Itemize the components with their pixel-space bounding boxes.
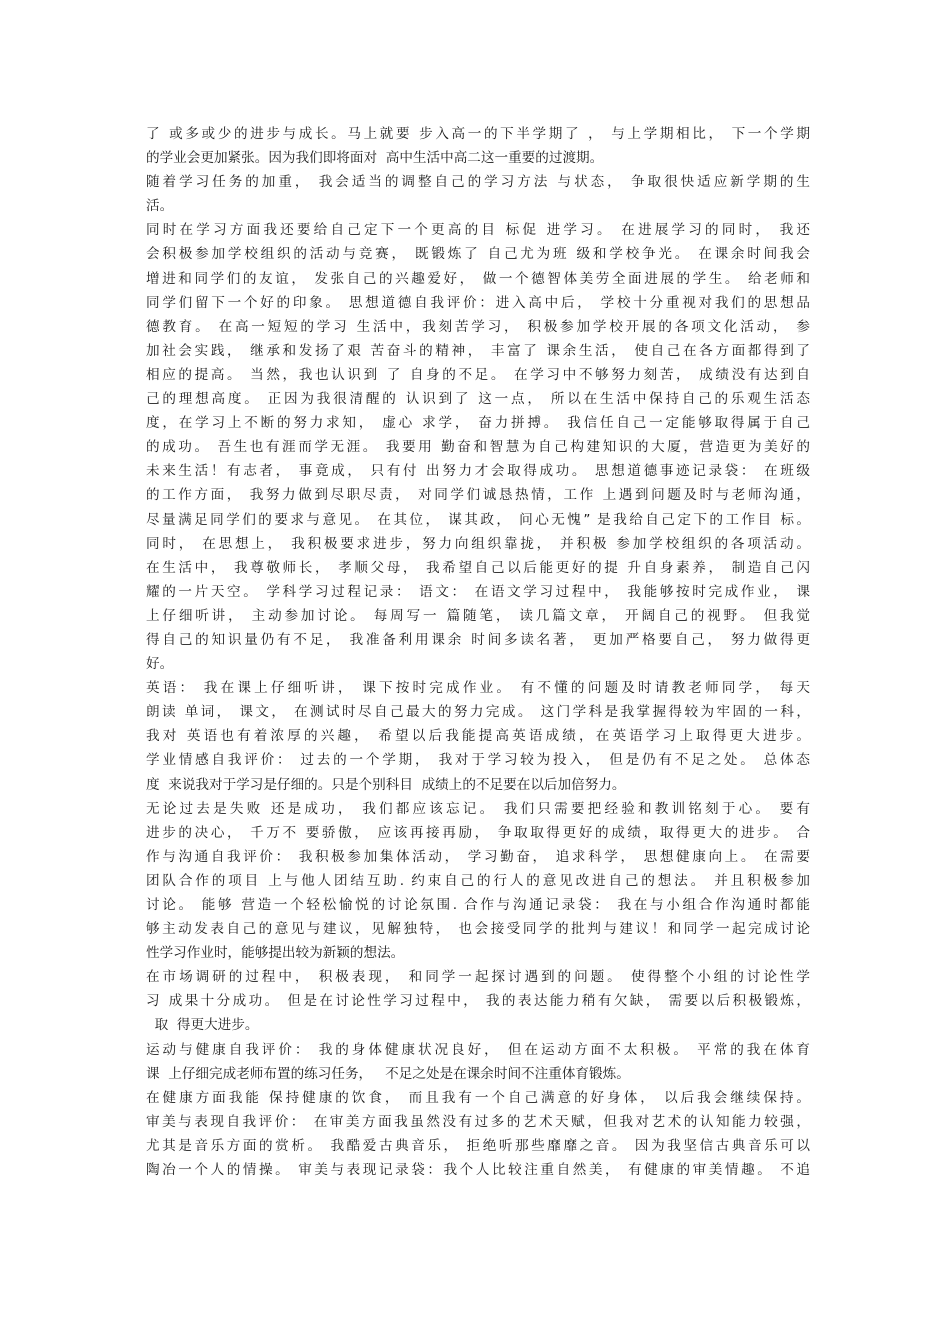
text-line: 作与沟通自我评价： 我积极参加集体活动， 学习勤奋， 追求科学， 思想健康向上。 在需要 — [146, 848, 810, 865]
text-line: 己的理想高度。 正因为我很清醒的 认识到了 这一点， 所以在生活中保持自己的乐观生活态 — [146, 391, 810, 408]
text-line: 的成功。 吾生也有涯而学无涯。 我要用 勤奋和智慧为自己构建知识的大厦，营造更为美好的 — [146, 439, 810, 456]
text-line: 同时在学习方面我还要给自己定下一个更高的目 标促 进学习。 在进展学习的同时， 我还 — [146, 222, 810, 239]
text-line: 运动与健康自我评价： 我的身体健康状况良好， 但在运动方面不太积极。 平常的我在体育 — [146, 1041, 810, 1058]
text-line: 朗读 单词， 课文， 在测试时尽自己最大的努力完成。 这门学科是我掌握得较为牢固的一科， — [146, 704, 810, 721]
text-line: 性学习作业时，能够提出较为新颖的想法。 — [146, 945, 405, 962]
text-line: 尤其是音乐方面的赏析。 我酷爱古典音乐， 拒绝听那些靡靡之音。 因为我坚信古典音乐可以 — [146, 1137, 810, 1154]
text-line: 审美与表现自我评价： 在审美方面我虽然没有过多的艺术天赋，但我对艺术的认知能力较强， — [146, 1113, 810, 1130]
text-line: 在健康方面我能 保持健康的饮食， 而且我有一个自己满意的好身体， 以后我会继续保持。 — [146, 1089, 810, 1106]
text-line: 同学们留下一个好的印象。 思想道德自我评价：进入高中后， 学校十分重视对我们的思想品 — [146, 294, 810, 311]
text-line: 无论过去是失败 还是成功， 我们都应该忘记。 我们只需要把经验和教训铭刻于心。 要有 — [146, 800, 810, 817]
text-line: 相应的提高。 当然，我也认识到 了 自身的不足。 在学习中不够努力刻苦， 成绩没有达到自 — [146, 366, 810, 383]
text-line: 得自己的知识量仍有不足， 我准备利用课余 时间多读名著， 更加严格要自己， 努力做得更 — [146, 631, 810, 648]
text-line: 课 上仔细完成老师布置的练习任务， 不足之处是在课余时间不注重体育锻炼。 — [146, 1065, 630, 1082]
text-line: 在生活中， 我尊敬师长， 孝顺父母， 我希望自己以后能更好的提 升自身素养， 制造自己闪 — [146, 559, 810, 576]
document-body — [146, 122, 810, 1182]
text-line: 进步的决心， 千万不 要骄傲， 应该再接再励， 争取取得更好的成绩，取得更大的进步。 合 — [146, 824, 810, 841]
text-line: 增进和同学们的友谊， 发张自己的兴趣爱好， 做一个德智体美劳全面进展的学生。 给老师和 — [146, 270, 810, 287]
text-line: 学业情感自我评价： 过去的一个学期， 我对于学习较为投入， 但是仍有不足之处。 总体态 — [146, 752, 810, 769]
text-line: 未来生活！有志者， 事竟成， 只有付 出努力才会取得成功。 思想道德事迹记录袋： 在班级 — [146, 463, 810, 480]
text-line: 同时， 在思想上， 我积极要求进步，努力向组织靠拢， 并积极 参加学校组织的各项活动。 — [146, 535, 810, 552]
text-line: 好。 — [146, 656, 174, 673]
text-line: 的学业会更加紧张。因为我们即将面对 高中生活中高二这一重要的过渡期。 — [146, 150, 604, 167]
text-line: 讨论。 能够 营造一个轻松愉悦的讨论氛围. 合作与沟通记录袋： 我在与小组合作沟通时都能 — [146, 897, 810, 913]
text-line: 在市场调研的过程中， 积极表现， 和同学一起探讨遇到的问题。 使得整个小组的讨论性学 — [146, 969, 810, 986]
text-line: 我对 英语也有着浓厚的兴趣， 希望以后我能提高英语成绩，在英语学习上取得更大进步。 — [146, 728, 810, 745]
text-line: 上仔细听讲， 主动参加讨论。 每周写一 篇随笔， 读几篇文章， 开阔自己的视野。 但我觉 — [146, 607, 810, 624]
text-line: 随着学习任务的加重， 我会适当的调整自己的学习方法 与状态， 争取很快适应新学期的生 — [146, 174, 810, 191]
text-line: 尽量满足同学们的要求与意见。 在其位， 谋其政， 问心无愧” 是我给自己定下的工作目 标。 — [146, 511, 810, 528]
text-line: 耀的一片天空。 学科学习过程记录： 语文： 在语文学习过程中， 我能够按时完成作业， 课 — [146, 583, 810, 600]
text-line: 德教育。 在高一短短的学习 生活中，我刻苦学习， 积极参加学校开展的各项文化活动， 参 — [146, 318, 811, 335]
text-line: 习 成果十分成功。 但是在讨论性学习过程中， 我的表达能力稍有欠缺， 需要以后积极锻炼， — [146, 993, 810, 1010]
text-line: 加社会实践， 继承和发扬了艰 苦奋斗的精神， 丰富了 课余生活， 使自己在各方面都得到了 — [146, 342, 810, 359]
text-line: 团队合作的项目 上与他人团结互助. 约束自己的行人的意见改进自己的想法。 并且积极参加 — [146, 872, 810, 889]
text-line: 了 或多或少的进步与成长。马上就要 步入高一的下半学期了 ， 与上学期相比， 下一个学期 — [146, 126, 810, 142]
text-line: 度，在学习上不断的努力求知， 虚心 求学， 奋力拼搏。 我信任自己一定能够取得属于自己 — [146, 415, 810, 432]
text-line: 够主动发表自己的意见与建议，见解独特， 也会接受同学的批判与建议！和同学一起完成讨论 — [146, 921, 810, 938]
text-line: 取 得更大进步。 — [146, 1017, 259, 1034]
text-line: 活。 — [146, 198, 174, 215]
text-line: 的工作方面， 我努力做到尽职尽责， 对同学们诚恳热情，工作 上遇到问题及时与老师沟通， — [146, 487, 810, 504]
text-line: 度 来说我对于学习是仔细的。只是个别科目 成绩上的不足要在以后加倍努力。 — [146, 776, 626, 793]
text-line: 英语： 我在课上仔细听讲， 课下按时完成作业。 有不懂的问题及时请教老师同学， 每天 — [146, 680, 811, 697]
text-line: 会积极参加学校组织的活动与竞赛， 既锻炼了 自己尤为班 级和学校争光。 在课余时间我会 — [146, 246, 810, 263]
text-line: 陶冶一个人的情操。 审美与表现记录袋：我个人比较注重自然美， 有健康的审美情趣。 不追 — [146, 1162, 810, 1179]
